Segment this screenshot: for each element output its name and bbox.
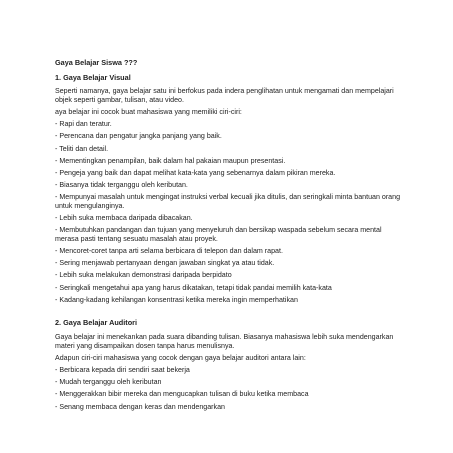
- list-item: - Perencana dan pengatur jangka panjang yang baik.: [55, 132, 222, 141]
- list-item: - Rapi dan teratur.: [55, 120, 112, 129]
- list-item: - Berbicara kepada diri sendiri saat bekerja: [55, 365, 190, 374]
- list-item: - Mudah terganggu oleh keributan: [55, 378, 162, 387]
- list-item: - Mementingkan penampilan, baik dalam hal pakaian maupun presentasi.: [55, 156, 286, 165]
- document-title: Gaya Belajar Siswa ???: [55, 58, 138, 67]
- list-item: - Lebih suka membaca daripada dibacakan.: [55, 214, 193, 223]
- list-item: - Membutuhkan pandangan dan tujuan yang menyeluruh dan bersikap waspada sebelum secara mental merasa pasti tentang sesuatu masalah atau proyek.: [55, 226, 382, 243]
- list-item: - Seringkali mengetahui apa yang harus dikatakan, tetapi tidak pandai memilih kata-kata: [55, 283, 332, 292]
- list-item: - Menggerakkan bibir mereka dan mengucapkan tulisan di buku ketika membaca: [55, 390, 309, 399]
- section-heading-auditori: 2. Gaya Belajar Auditori: [55, 318, 138, 328]
- list-item: - Lebih suka melakukan demonstrasi daripada berpidato: [55, 271, 232, 280]
- list-item: - Kadang-kadang kehilangan konsentrasi ketika mereka ingin memperhatikan: [55, 295, 298, 304]
- list-item: - Senang membaca dengan keras dan mendengarkan: [55, 402, 225, 411]
- list-item: - Pengeja yang baik dan dapat melihat kata-kata yang sebenarnya dalam pikiran mereka.: [55, 168, 336, 177]
- paragraph: aya belajar ini cocok buat mahasiswa yang memiliki ciri-ciri:: [55, 107, 242, 116]
- list-item: - Mencoret-coret tanpa arti selama berbicara di telepon dan dalam rapat.: [55, 247, 283, 256]
- paragraph: Gaya belajar ini menekankan pada suara dibanding tulisan. Biasanya mahasiswa lebih suka mendengarkan materi yang disampaikan dosen tanpa harus menulisnya.: [55, 332, 394, 350]
- list-item: - Teliti dan detail.: [55, 144, 109, 153]
- paragraph: Seperti namanya, gaya belajar satu ini berfokus pada indera penglihatan untuk mengamati dan mempelajari objek seperti gambar, tulisan, atau video.: [55, 87, 394, 104]
- document-body: [55, 59, 405, 415]
- list-item: - Mempunyai masalah untuk mengingat instruksi verbal kecuali jika ditulis, dan seringkali minta bantuan orang untuk mengulanginya.: [55, 193, 401, 210]
- list-item: - Biasanya tidak terganggu oleh keributan.: [55, 181, 188, 190]
- paragraph: Adapun ciri-ciri mahasiswa yang cocok dengan gaya belajar auditori antara lain:: [55, 353, 306, 362]
- section-heading-visual: 1. Gaya Belajar Visual: [55, 72, 131, 82]
- list-item: - Sering menjawab pertanyaan dengan jawaban singkat ya atau tidak.: [55, 259, 275, 268]
